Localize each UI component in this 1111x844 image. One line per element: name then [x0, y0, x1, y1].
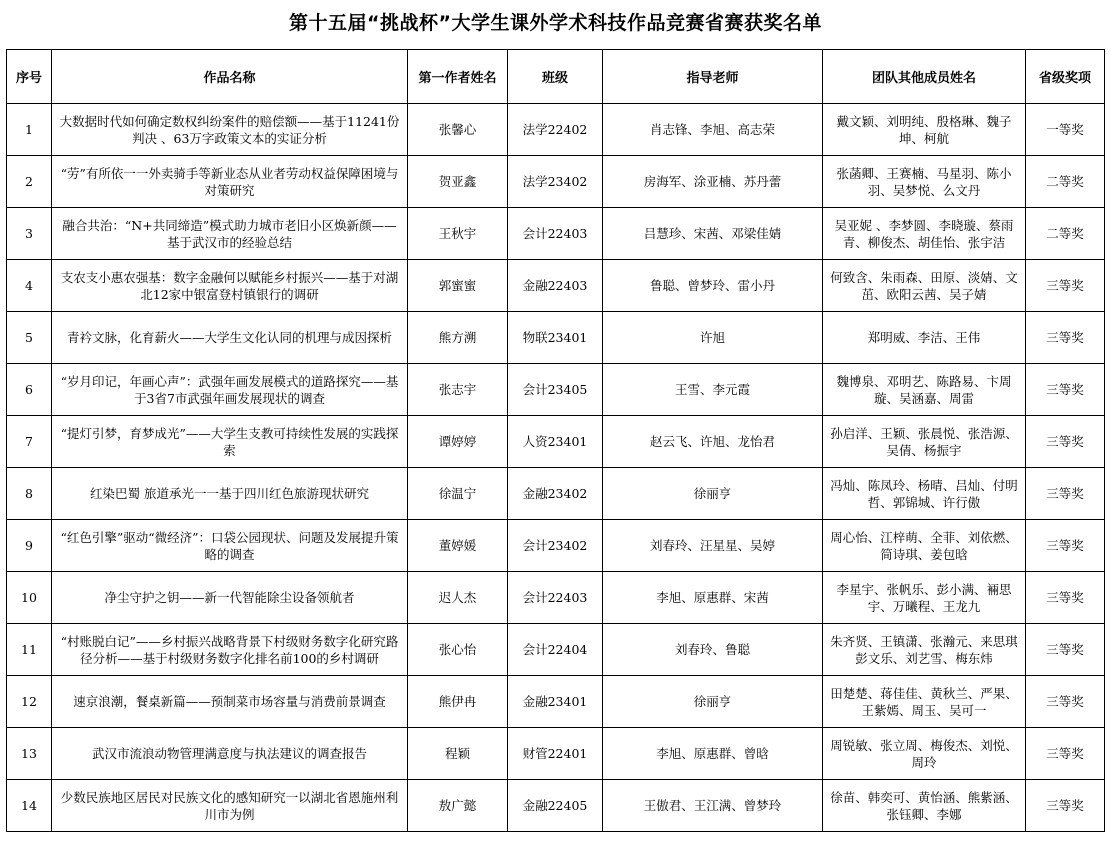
cell-advisor: 王雪、李元霞 [603, 364, 823, 416]
cell-class: 法学22402 [508, 104, 603, 156]
table-row [7, 624, 1105, 676]
cell-team: 何致含、朱雨森、田原、淡婧、文茁、欧阳云茜、吴子婧 [823, 260, 1026, 312]
cell-no: 11 [7, 624, 52, 676]
cell-author: 熊伊冉 [408, 676, 508, 728]
cell-class: 物联23401 [508, 312, 603, 364]
cell-award: 二等奖 [1026, 156, 1105, 208]
cell-class: 金融22403 [508, 260, 603, 312]
cell-team: 徐苗、韩奕可、黄怡涵、熊紫涵、 张钰卿、李娜 [823, 780, 1026, 832]
cell-work: 大数据时代如何确定数权纠纷案件的赔偿额——基于11241份判决 、63万字政策文本的实证分析 [52, 104, 408, 156]
cell-team: 郑明威、李洁、王伟 [823, 312, 1026, 364]
table-body [7, 104, 1105, 832]
table-row [7, 728, 1105, 780]
cell-team: 朱齐贤、王镇潇、张瀚元、来思琪 彭文乐、刘艺雪、梅东炜 [823, 624, 1026, 676]
cell-author: 徐温宁 [408, 468, 508, 520]
cell-class: 会计22404 [508, 624, 603, 676]
table-row [7, 208, 1105, 260]
cell-advisor: 鲁聪、曾梦玲、雷小丹 [603, 260, 823, 312]
cell-award: 三等奖 [1026, 416, 1105, 468]
cell-class: 会计23405 [508, 364, 603, 416]
cell-team: 戴文颖、刘明纯、殷格琳、魏子坤、柯航 [823, 104, 1026, 156]
cell-no: 5 [7, 312, 52, 364]
cell-author: 程颖 [408, 728, 508, 780]
cell-class: 会计22403 [508, 208, 603, 260]
cell-no: 8 [7, 468, 52, 520]
cell-team: 李星宇、张帆乐、彭小满、裲思宇、万曦程、王龙九 [823, 572, 1026, 624]
header-award: 省级奖项 [1026, 50, 1105, 104]
header-row [7, 50, 1105, 104]
cell-advisor: 赵云飞、许旭、龙怡君 [603, 416, 823, 468]
table-row [7, 676, 1105, 728]
cell-class: 财管22401 [508, 728, 603, 780]
page-title: 第十五届“挑战杯”大学生课外学术科技作品竞赛省赛获奖名单 [289, 12, 822, 34]
cell-advisor: 肖志锋、李旭、高志荣 [603, 104, 823, 156]
cell-no: 12 [7, 676, 52, 728]
cell-no: 13 [7, 728, 52, 780]
award-table [6, 49, 1105, 832]
cell-advisor: 许旭 [603, 312, 823, 364]
cell-award: 三等奖 [1026, 260, 1105, 312]
cell-advisor: 吕慧珍、宋茜、邓梁佳婧 [603, 208, 823, 260]
header-team: 团队其他成员姓名 [823, 50, 1026, 104]
cell-work: 武汉市流浪动物管理满意度与执法建议的调查报告 [52, 728, 408, 780]
cell-no: 4 [7, 260, 52, 312]
cell-work: 支农支小惠农强基：数字金融何以赋能乡村振兴——基于对湖北12家中银富登村镇银行的调研 [52, 260, 408, 312]
cell-author: 张心怡 [408, 624, 508, 676]
cell-no: 6 [7, 364, 52, 416]
table-row [7, 104, 1105, 156]
table-row [7, 468, 1105, 520]
cell-team: 吴亚妮 、李梦圆、李晓璇、蔡雨青、柳俊杰、胡佳怡、张宇洁 [823, 208, 1026, 260]
cell-no: 9 [7, 520, 52, 572]
cell-work: “村账脱白记”——乡村振兴战略背景下村级财务数字化研究路径分析——基于村级财务数字化排名前100的乡村调研 [52, 624, 408, 676]
cell-award: 二等奖 [1026, 208, 1105, 260]
header-class: 班级 [508, 50, 603, 104]
table-row [7, 572, 1105, 624]
cell-advisor: 房海军、涂亚楠、苏丹蕾 [603, 156, 823, 208]
cell-author: 熊方溯 [408, 312, 508, 364]
cell-advisor: 刘春玲、汪星星、吴婷 [603, 520, 823, 572]
cell-award: 三等奖 [1026, 728, 1105, 780]
cell-no: 14 [7, 780, 52, 832]
cell-award: 三等奖 [1026, 364, 1105, 416]
cell-class: 会计22403 [508, 572, 603, 624]
cell-class: 金融22405 [508, 780, 603, 832]
cell-work: “岁月印记，年画心声”：武强年画发展模式的道路探究——基于3省7市武强年画发展现状的调查 [52, 364, 408, 416]
cell-author: 迟人杰 [408, 572, 508, 624]
cell-no: 7 [7, 416, 52, 468]
cell-award: 三等奖 [1026, 520, 1105, 572]
cell-advisor: 徐丽亨 [603, 468, 823, 520]
table-row [7, 364, 1105, 416]
cell-no: 3 [7, 208, 52, 260]
cell-team: 周心怡、江梓萌、全菲、刘依燃、简诗琪、姜包晗 [823, 520, 1026, 572]
header-advisor: 指导老师 [603, 50, 823, 104]
cell-no: 2 [7, 156, 52, 208]
cell-work: 速京浪潮，餐桌新篇——预制菜市场容量与消费前景调查 [52, 676, 408, 728]
cell-class: 会计23402 [508, 520, 603, 572]
cell-advisor: 王傲君、王江满、曾梦玲 [603, 780, 823, 832]
cell-work: 少数民族地区居民对民族文化的感知研究一以湖北省恩施州利川市为例 [52, 780, 408, 832]
cell-author: 谭婷婷 [408, 416, 508, 468]
cell-work: 净尘守护之钥——新一代智能除尘设备领航者 [52, 572, 408, 624]
cell-award: 一等奖 [1026, 104, 1105, 156]
table-row [7, 156, 1105, 208]
table-row [7, 260, 1105, 312]
cell-author: 郭蜜蜜 [408, 260, 508, 312]
cell-class: 金融23402 [508, 468, 603, 520]
cell-author: 张志宇 [408, 364, 508, 416]
cell-work: 青衿文脉，化育薪火——大学生文化认同的机理与成因探析 [52, 312, 408, 364]
cell-team: 周锐敏、张立周、梅俊杰、刘悦、 周玲 [823, 728, 1026, 780]
cell-work: 融合共治：“N+共同缔造”模式助力城市老旧小区焕新颜——基于武汉市的经验总结 [52, 208, 408, 260]
table-row [7, 312, 1105, 364]
cell-class: 金融23401 [508, 676, 603, 728]
cell-advisor: 李旭、原惠群、曾晗 [603, 728, 823, 780]
header-work: 作品名称 [52, 50, 408, 104]
cell-work: “红色引擎”驱动“微经济”：口袋公园现状、问题及发展提升策略的调查 [52, 520, 408, 572]
header-author: 第一作者姓名 [408, 50, 508, 104]
cell-author: 张馨心 [408, 104, 508, 156]
cell-author: 贺亚鑫 [408, 156, 508, 208]
cell-award: 三等奖 [1026, 624, 1105, 676]
cell-team: 魏博泉、邓明艺、陈路易、卞周璇、吴涵嘉、周雷 [823, 364, 1026, 416]
cell-team: 冯灿、陈凤玲、杨晴、吕灿、付明哲、郭锦城、许行傲 [823, 468, 1026, 520]
cell-team: 张菡卿、王赛楠、马星羽、陈小羽、吴梦悦、么文丹 [823, 156, 1026, 208]
cell-author: 董婷媛 [408, 520, 508, 572]
cell-advisor: 刘春玲、鲁聪 [603, 624, 823, 676]
cell-award: 三等奖 [1026, 468, 1105, 520]
cell-work: “提灯引梦，育梦成光”——大学生支教可持续性发展的实践探索 [52, 416, 408, 468]
header-no: 序号 [7, 50, 52, 104]
table-row [7, 416, 1105, 468]
cell-class: 人资23401 [508, 416, 603, 468]
cell-team: 田楚楚、蒋佳佳、黄秋兰、严果、王紫嫣、周玉、吴可一 [823, 676, 1026, 728]
cell-author: 敖广懿 [408, 780, 508, 832]
cell-award: 三等奖 [1026, 312, 1105, 364]
cell-award: 三等奖 [1026, 780, 1105, 832]
cell-work: “劳”有所依一一外卖骑手等新业态从业者劳动权益保障困境与对策研究 [52, 156, 408, 208]
cell-no: 10 [7, 572, 52, 624]
cell-award: 三等奖 [1026, 572, 1105, 624]
table-row [7, 780, 1105, 832]
cell-no: 1 [7, 104, 52, 156]
table-row [7, 520, 1105, 572]
cell-advisor: 徐丽亨 [603, 676, 823, 728]
cell-work: 红染巴蜀 旅道承光一一基于四川红色旅游现状研究 [52, 468, 408, 520]
cell-advisor: 李旭、原惠群、宋茜 [603, 572, 823, 624]
cell-author: 王秋宇 [408, 208, 508, 260]
cell-award: 三等奖 [1026, 676, 1105, 728]
cell-class: 法学23402 [508, 156, 603, 208]
cell-team: 孙启洋、王颖、张晨悦、张浩源、吴倩、杨振宇 [823, 416, 1026, 468]
